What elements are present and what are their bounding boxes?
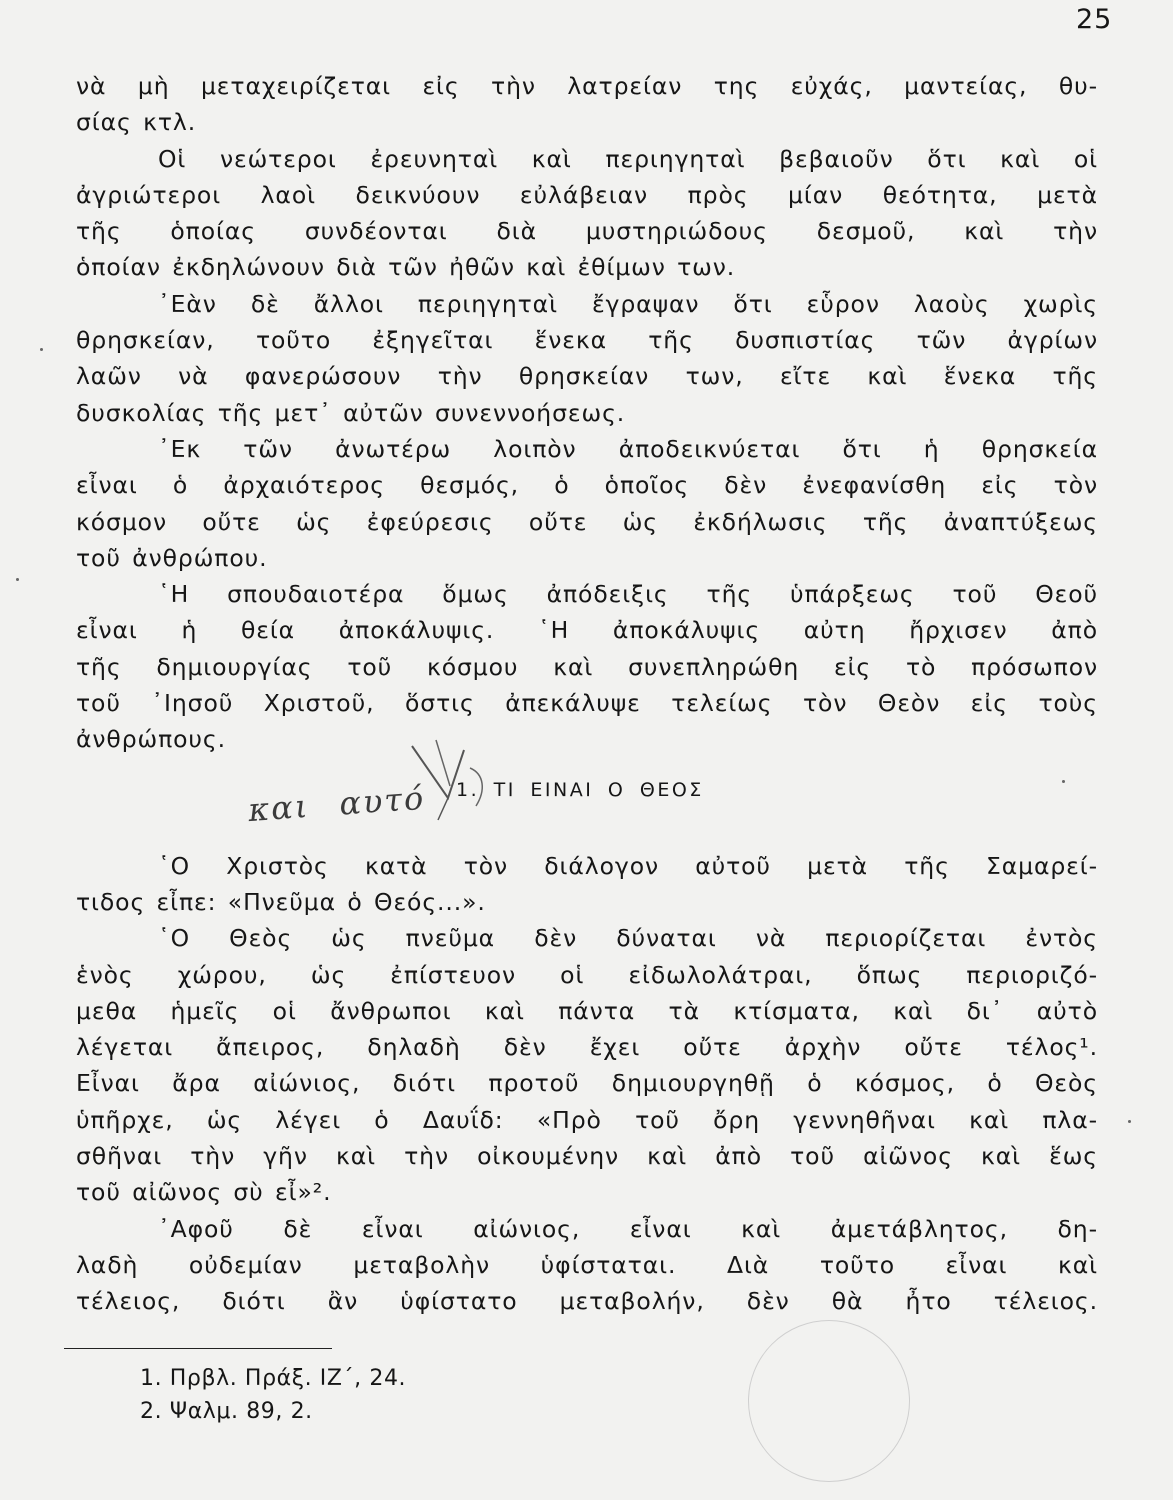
footnotes <box>140 1362 406 1428</box>
text-line: κόσμον οὔτε ὡς ἐφεύρεσις οὔτε ὡς ἐκδήλωσις τῆς ἀναπτύξεως <box>76 507 1098 536</box>
text-line: τῆς ὁποίας συνδέονται διὰ μυστηριώδους δεσμοῦ, καὶ τὴν <box>76 217 1098 246</box>
text-line: μεθα ἡμεῖς οἱ ἄνθρωποι καὶ πάντα τὰ κτίσματα, καὶ δι᾿ αὐτὸ <box>76 996 1098 1025</box>
speck <box>40 348 43 351</box>
text-line: λέγεται ἄπειρος, δηλαδὴ δὲν ἔχει οὔτε ἀρχὴν οὔτε τέλος¹. <box>76 1033 1098 1062</box>
text-line: Οἱ νεώτεροι ἐρευνηταὶ καὶ περιηγηταὶ βεβαιοῦν ὅτι καὶ οἱ <box>158 144 1098 173</box>
footnote-divider <box>64 1348 332 1349</box>
text-line: εἶναι ἡ θεία ἀποκάλυψις. ῾Η ἀποκάλυψις αὐτη ἤρχισεν ἀπὸ <box>76 616 1098 645</box>
text-line: τοῦ αἰῶνος σὺ εἶ»². <box>76 1178 332 1207</box>
text-line: Εἶναι ἄρα αἰώνιος, διότι προτοῦ δημιουργηθῇ ὁ κόσμος, ὁ Θεὸς <box>76 1069 1098 1098</box>
text-line: τέλειος, διότι ἂν ὑφίστατο μεταβολήν, δὲν θὰ ἦτο τέλειος. <box>76 1287 1098 1316</box>
section-heading: 1. ΤΙ ΕΙΝΑΙ Ο ΘΕΟΣ <box>456 778 704 801</box>
text-line: σίας κτλ. <box>76 108 197 137</box>
body-text <box>76 68 1098 1320</box>
page-number: 25 <box>1076 4 1113 35</box>
text-line: σθῆναι τὴν γῆν καὶ τὴν οἰκουμένην καὶ ἀπὸ τοῦ αἰῶνος καὶ ἕως <box>76 1142 1098 1171</box>
text-line: ᾿Εὰν δὲ ἄλλοι περιηγηταὶ ἔγραψαν ὅτι εὗρον λαοὺς χωρὶς <box>158 289 1098 318</box>
text-line: τοῦ ᾿Ιησοῦ Χριστοῦ, ὅστις ἀπεκάλυψε τελείως τὸν Θεὸν εἰς τοὺς <box>76 689 1098 718</box>
footnote: 2. Ψαλμ. 89, 2. <box>140 1399 313 1424</box>
faint-stamp-mark <box>748 1320 910 1482</box>
footnote: 1. Πρβλ. Πράξ. ΙΖ΄, 24. <box>140 1366 407 1391</box>
section-heading-area <box>76 758 1098 848</box>
text-line: ἑνὸς χώρου, ὡς ἐπίστευον οἱ εἰδωλολάτραι, ὅπως περιοριζό- <box>76 960 1098 989</box>
text-line: τῆς δημιουργίας τοῦ κόσμου καὶ συνεπληρώθη εἰς τὸ πρόσωπον <box>76 652 1098 681</box>
speck <box>16 578 19 581</box>
speck <box>1062 780 1065 783</box>
text-line: λαδὴ οὐδεμίαν μεταβολὴν ὑφίσταται. Διὰ τοῦτο εἶναι καὶ <box>76 1250 1098 1279</box>
text-line: τοῦ ἀνθρώπου. <box>76 543 268 572</box>
text-block-2 <box>76 848 1098 1320</box>
text-line: νὰ μὴ μεταχειρίζεται εἰς τὴν λατρείαν της εὐχάς, μαντείας, θυ- <box>76 72 1098 100</box>
speck <box>1128 1120 1131 1123</box>
text-line: θρησκείαν, τοῦτο ἐξηγεῖται ἕνεκα τῆς δυσπιστίας τῶν ἀγρίων <box>76 326 1098 355</box>
text-line: ῾Ο Θεὸς ὡς πνεῦμα δὲν δύναται νὰ περιορίζεται ἐντὸς <box>158 924 1098 953</box>
text-line: τιδος εἶπε: «Πνεῦμα ὁ Θεός...». <box>76 887 486 916</box>
text-line: ῾Η σπουδαιοτέρα ὅμως ἀπόδειξις τῆς ὑπάρξεως τοῦ Θεοῦ <box>158 580 1098 609</box>
text-line: δυσκολίας τῆς μετ᾿ αὐτῶν συνεννοήσεως. <box>76 398 626 427</box>
text-line: εἶναι ὁ ἀρχαιότερος θεσμός, ὁ ὁποῖος δὲν ἐνεφανίσθη εἰς τὸν <box>76 471 1098 500</box>
text-line: ἀνθρώπους. <box>76 725 226 754</box>
text-line: ἀγριώτεροι λαοὶ δεικνύουν εὐλάβειαν πρὸς μίαν θεότητα, μετὰ <box>76 180 1098 209</box>
text-line: ὑπῆρχε, ὡς λέγει ὁ Δαυΐδ: «Πρὸ τοῦ ὄρη γεννηθῆναι καὶ πλα- <box>76 1105 1098 1134</box>
handwritten-note: και αυτό <box>246 778 427 829</box>
text-line: ᾿Αφοῦ δὲ εἶναι αἰώνιος, εἶναι καὶ ἀμετάβλητος, δη- <box>158 1214 1098 1243</box>
text-line: ᾿Εκ τῶν ἀνωτέρω λοιπὸν ἀποδεικνύεται ὅτι ἡ θρησκεία <box>158 434 1098 463</box>
text-line: ὁποίαν ἐκδηλώνουν διὰ τῶν ἠθῶν καὶ ἐθίμων των. <box>76 253 736 282</box>
text-block-1 <box>76 68 1098 758</box>
text-line: ῾Ο Χριστὸς κατὰ τὸν διάλογον αὐτοῦ μετὰ τῆς Σαμαρεί- <box>158 851 1098 880</box>
text-line: λαῶν νὰ φανερώσουν τὴν θρησκείαν των, εἴτε καὶ ἕνεκα τῆς <box>76 362 1098 391</box>
